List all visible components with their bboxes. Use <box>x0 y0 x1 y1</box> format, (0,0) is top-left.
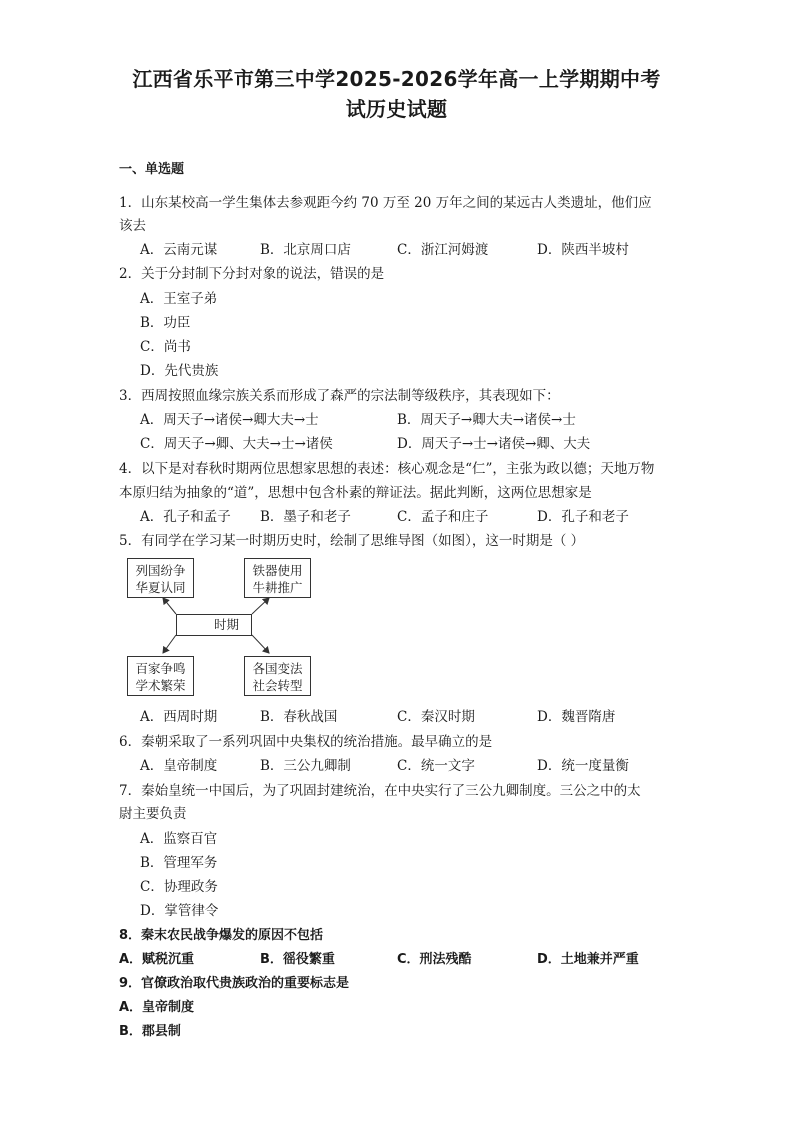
mind-map-top-right-line-2: 牛耕推广 <box>252 580 303 595</box>
question-4-option-c: C．孟子和庄子 <box>397 509 489 525</box>
question-2-option-d: D．先代贵族 <box>140 363 219 379</box>
question-9-option-b: B．郡县制 <box>119 1024 181 1039</box>
question-8-option-c: C．刑法残酷 <box>397 952 472 967</box>
question-4-stem-line-2: 本原归结为抽象的“道”，思想中包含朴素的辩证法。据此判断，这两位思想家是 <box>119 485 592 501</box>
question-8-option-b: B．徭役繁重 <box>260 952 335 967</box>
mind-map-center-label: 时期 <box>213 617 239 632</box>
question-6-option-c: C．统一文字 <box>397 758 475 774</box>
mind-map-box-top-left <box>127 558 194 598</box>
question-1-option-d: D．陕西半坡村 <box>537 242 629 258</box>
mind-map-top-right-line-1: 铁器使用 <box>252 563 303 578</box>
question-6-stem: 6．秦朝采取了一系列巩固中央集权的统治措施。最早确立的是 <box>119 734 493 750</box>
question-1-stem-line-2: 该去 <box>119 218 146 234</box>
question-7-option-b: B．管理军务 <box>140 855 218 871</box>
question-1-option-a: A．云南元谋 <box>140 242 218 258</box>
question-3-option-d: D．周天子→士→诸侯→卿、大夫 <box>397 436 591 452</box>
mind-map-bottom-left-line-1: 百家争鸣 <box>135 661 186 676</box>
question-4-option-d: D．孔子和老子 <box>537 509 629 525</box>
mind-map-bottom-right-line-2: 社会转型 <box>252 678 303 693</box>
question-1-stem-line-1: 1．山东某校高一学生集体去参观距今约 70 万至 20 万年之间的某远古人类遗址，他们应 <box>119 195 652 211</box>
mind-map-top-left-line-1: 列国纷争 <box>135 563 186 578</box>
question-8-option-d: D．土地兼并严重 <box>537 952 639 967</box>
question-5-stem: 5．有同学在学习某一时期历史时，绘制了思维导图（如图），这一时期是（ ） <box>119 533 585 549</box>
mind-map-bottom-right-line-1: 各国变法 <box>252 661 303 676</box>
mind-map-box-bottom-left <box>127 656 194 696</box>
question-6-option-d: D．统一度量衡 <box>537 758 629 774</box>
question-8-stem: 8．秦末农民战争爆发的原因不包括 <box>119 928 324 943</box>
question-9-stem: 9．官僚政治取代贵族政治的重要标志是 <box>119 976 350 991</box>
question-7-stem-line-1: 7．秦始皇统一中国后，为了巩固封建统治，在中央实行了三公九卿制度。三公之中的太 <box>119 783 641 799</box>
title-line-2: 试历史试题 <box>345 97 448 121</box>
question-7-stem-line-2: 尉主要负责 <box>119 806 187 822</box>
question-3-option-a: A．周天子→诸侯→卿大夫→士 <box>140 412 319 428</box>
question-5-option-b: B．春秋战国 <box>260 709 338 725</box>
question-4-option-b: B．墨子和老子 <box>260 509 351 525</box>
title-line-1: 江西省乐平市第三中学2025-2026学年高一上学期期中考 <box>132 67 661 91</box>
question-2-option-c: C．尚书 <box>140 339 191 355</box>
question-5-option-a: A．西周时期 <box>140 709 218 725</box>
mind-map-box-bottom-right <box>244 656 311 696</box>
question-5-option-c: C．秦汉时期 <box>397 709 475 725</box>
question-7-option-d: D．掌管律令 <box>140 903 219 919</box>
question-2-stem: 2．关于分封制下分封对象的说法，错误的是 <box>119 266 385 282</box>
mind-map-bottom-left-line-2: 学术繁荣 <box>135 678 186 693</box>
page-title <box>60 64 733 124</box>
question-3-stem: 3．西周按照血缘宗族关系而形成了森严的宗法制等级秩序，其表现如下： <box>119 388 560 404</box>
question-6-option-a: A．皇帝制度 <box>140 758 218 774</box>
question-4-stem-line-1: 4．以下是对春秋时期两位思想家思想的表述：核心观念是“仁”，主张为政以德；天地万物 <box>119 461 655 477</box>
question-3-option-b: B．周天子→卿大夫→诸侯→士 <box>397 412 576 428</box>
question-2-option-a: A．王室子弟 <box>140 291 218 307</box>
section-heading: 一、单选题 <box>119 162 185 177</box>
question-7-option-c: C．协理政务 <box>140 879 218 895</box>
question-2-option-b: B．功臣 <box>140 315 191 331</box>
question-1-option-b: B．北京周口店 <box>260 242 351 258</box>
mind-map-box-top-right <box>244 558 311 598</box>
question-8-option-a: A．赋税沉重 <box>119 952 195 967</box>
question-9-option-a: A．皇帝制度 <box>119 1000 195 1015</box>
question-7-option-a: A．监察百官 <box>140 831 218 847</box>
question-4-option-a: A．孔子和孟子 <box>140 509 231 525</box>
question-1-option-c: C．浙江河姆渡 <box>397 242 489 258</box>
question-5-option-d: D．魏晋隋唐 <box>537 709 616 725</box>
question-6-option-b: B．三公九卿制 <box>260 758 351 774</box>
question-3-option-c: C．周天子→卿、大夫→士→诸侯 <box>140 436 333 452</box>
mind-map-center-box <box>176 614 252 636</box>
mind-map-top-left-line-2: 华夏认同 <box>135 580 186 595</box>
